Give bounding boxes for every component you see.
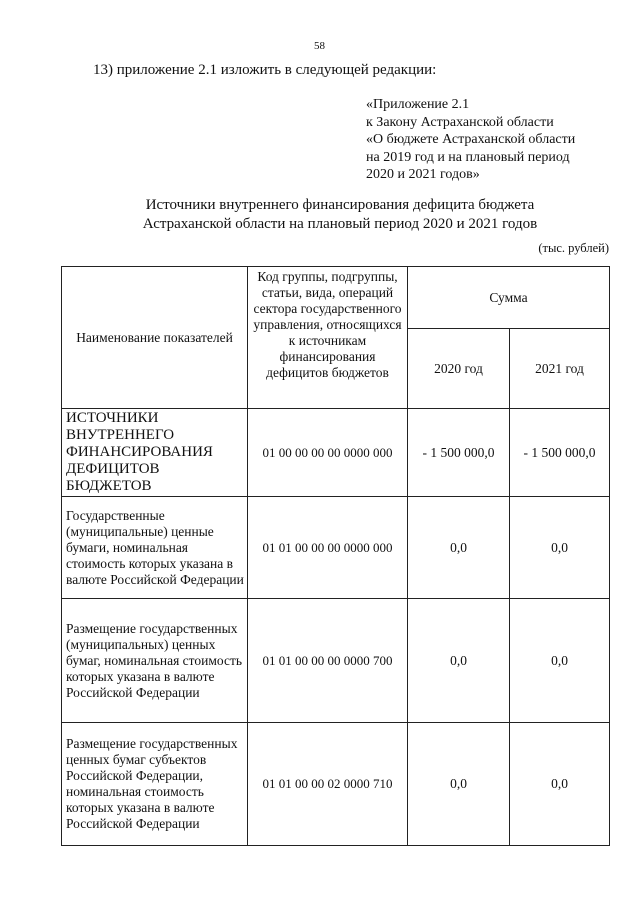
appendix-reference: [366, 96, 575, 184]
table-row: [62, 723, 610, 846]
row-value-2021: 0,0: [510, 723, 610, 846]
page-number: 58: [314, 40, 325, 52]
appendix-line: к Закону Астраханской области: [366, 114, 554, 130]
row-name: Размещение государственных ценных бумаг субъектов Российской Федерации, номинальная стоимость которых указана в валюте Российской Федерации: [62, 723, 248, 846]
row-value-2021: 0,0: [510, 497, 610, 599]
header-name: Наименование показателей: [62, 267, 248, 409]
row-value-2021: - 1 500 000,0: [510, 409, 610, 497]
document-title: [60, 196, 620, 234]
header-code: Код группы, подгруппы, статьи, вида, операций сектора государственного управления, относящихся к источникам финансирования дефицитов бюджетов: [248, 267, 408, 409]
row-code: 01 00 00 00 00 0000 000: [248, 409, 408, 497]
header-sum: Сумма: [408, 267, 610, 329]
row-value-2020: 0,0: [408, 599, 510, 723]
row-code: 01 01 00 00 00 0000 700: [248, 599, 408, 723]
row-code: 01 01 00 00 00 0000 000: [248, 497, 408, 599]
appendix-line: на 2019 год и на плановый период: [366, 149, 570, 165]
row-name: Размещение государственных (муниципальных) ценных бумаг, номинальная стоимость которых указана в валюте Российской Федерации: [62, 599, 248, 723]
row-value-2020: - 1 500 000,0: [408, 409, 510, 497]
header-year-2021: 2021 год: [510, 329, 610, 409]
row-value-2021: 0,0: [510, 599, 610, 723]
financing-sources-table: [61, 266, 610, 846]
intro-text: 13) приложение 2.1 изложить в следующей редакции:: [93, 62, 437, 78]
row-name: Государственные (муниципальные) ценные бумаги, номинальная стоимость которых указана в валюте Российской Федерации: [62, 497, 248, 599]
appendix-line: 2020 и 2021 годов»: [366, 167, 480, 182]
table-row: [62, 497, 610, 599]
table-row: [62, 409, 610, 497]
header-year-2020: 2020 год: [408, 329, 510, 409]
title-line: Источники внутреннего финансирования дефицита бюджета: [145, 197, 535, 213]
table-row: [62, 599, 610, 723]
title-line: Астраханской области на плановый период 2020 и 2021 годов: [142, 216, 538, 232]
row-value-2020: 0,0: [408, 723, 510, 846]
appendix-line: «О бюджете Астраханской области: [366, 132, 576, 147]
row-name: ИСТОЧНИКИ ВНУТРЕННЕГО ФИНАНСИРОВАНИЯ ДЕФИЦИТОВ БЮДЖЕТОВ: [62, 409, 248, 497]
row-code: 01 01 00 00 02 0000 710: [248, 723, 408, 846]
row-value-2020: 0,0: [408, 497, 510, 599]
units-label: (тыс. рублей): [538, 241, 609, 255]
appendix-line: «Приложение 2.1: [366, 97, 470, 112]
